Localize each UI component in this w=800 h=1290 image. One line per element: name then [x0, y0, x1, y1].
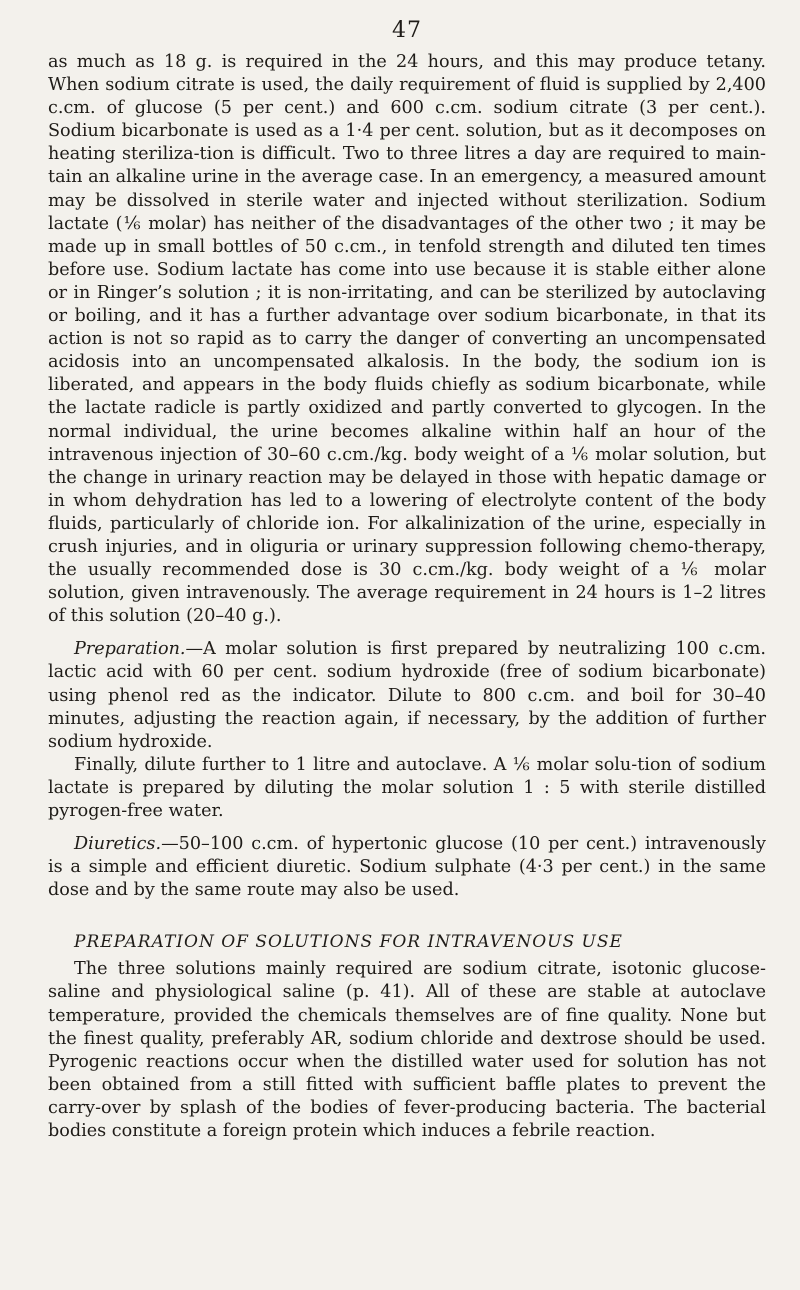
page-number: 47 — [392, 18, 422, 43]
run-in-heading-diuretics: Diuretics. — [74, 834, 162, 855]
preparation-text: —A molar solution is first prepared by neutralizing 100 c.cm. lactic acid with 60 per cent. sodium hydroxide (free of sodium bicarbonate) using phenol red as the indicator. Dilute to 800 c.cm. and boil for 30–40 minutes, adjusting the reaction again, if necessary, by the addition of further sodium hydroxide. — [48, 639, 766, 752]
run-in-heading-preparation: Preparation. — [74, 639, 186, 660]
diuretics-text: —50–100 c.cm. of hypertonic glucose (10 per cent.) intravenously is a simple and efficient diuretic. Sodium sulphate (4·3 per cent.) in the same dose and by the same route may also be used. — [48, 834, 766, 901]
section-heading: PREPARATION OF SOLUTIONS FOR INTRAVENOUS USE — [74, 932, 623, 953]
paragraph-finally: Finally, dilute further to 1 litre and autoclave. A ⅙ molar solu-tion of sodium lactate is prepared by diluting the molar solution 1 : 5 with sterile distilled pyrogen-free water. — [48, 754, 766, 821]
paragraph-diuretics — [48, 833, 766, 902]
paragraph-sodium-salts: as much as 18 g. is required in the 24 hours, and this may produce tetany. When sodium citrate is used, the daily requirement of fluid is supplied by 2,400 c.cm. of glucose (5 per cent.) and 600 c.cm. sodium citrate (3 per cent.). Sodium bicarbonate is used as a 1·4 per cent. solution, but as it decomposes on heating steriliza-tion is difficult. Two to three litres a day are required to main-tain an alkaline urine in the average case. In an emergency, a measured amount may be dissolved in sterile water and injected without sterilization. Sodium lactate (⅙ molar) has neither of the disadvantages of the other two ; it may be made up in small bottles of 50 c.cm., in tenfold strength and diluted ten times before use. Sodium lactate has come into use because it is stable either alone or in Ringer’s solution ; it is non-irritating, and can be sterilized by autoclaving or boiling, and it has a further advantage over sodium bicarbonate, in that its action is not so rapid as to carry the danger of converting an uncompensated acidosis into an uncompensated alkalosis. In the body, the sodium ion is liberated, and appears in the body fluids chiefly as sodium bicarbonate, while the lactate radicle is partly oxidized and partly converted to glycogen. In the normal individual, the urine becomes alkaline within half an hour of the intravenous injection of 30–60 c.cm./kg. body weight of a ⅙ molar solution, but the change in urinary reaction may be delayed in those with hepatic damage or in whom dehydration has led to a lowering of electrolyte content of the body fluids, particularly of chloride ion. For alkalinization of the urine, especially in crush injuries, and in oliguria or urinary suppression following chemo-therapy, the usually recommended dose is 30 c.cm./kg. body weight of a ⅙ molar solution, given intravenously. The average requirement in 24 hours is 1–2 litres of this solution (20–40 g.). — [48, 52, 766, 627]
paragraph-preparation-of-solutions: The three solutions mainly required are sodium citrate, isotonic glucose-saline and physiological saline (p. 41). All of these are stable at autoclave temperature, provided the chemicals themselves are of fine quality. None but the finest quality, preferably AR, sodium chloride and dextrose should be used. Pyrogenic reactions occur when the distilled water used for solution has not been obtained from a still fitted with sufficient baffle plates to prevent the carry-over by splash of the bodies of fever-producing bacteria. The bacterial bodies constitute a foreign protein which induces a febrile reaction. — [48, 959, 766, 1142]
paragraph-preparation — [48, 638, 766, 753]
